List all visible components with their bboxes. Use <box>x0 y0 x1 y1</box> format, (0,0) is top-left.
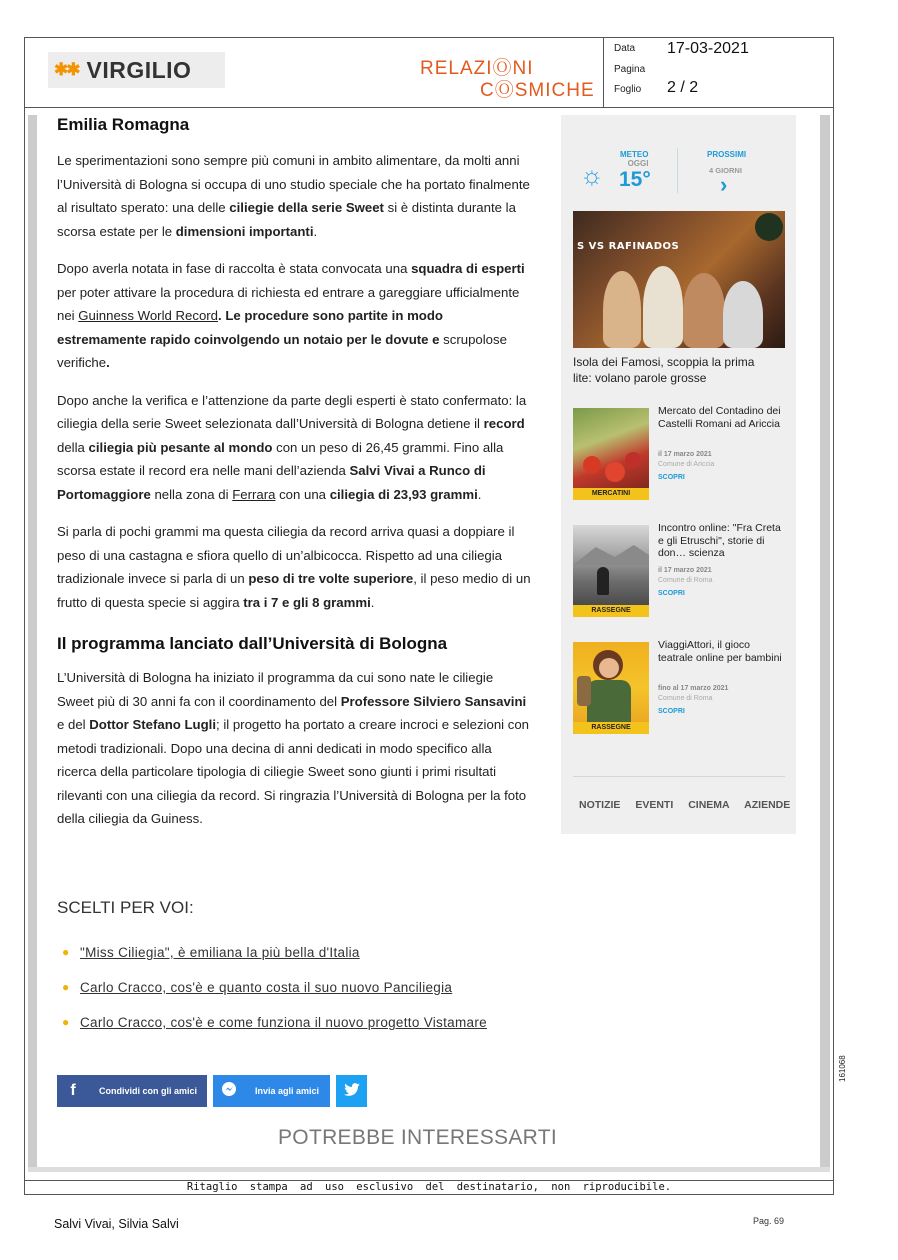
right-scroll-bar <box>820 115 830 1167</box>
tree-shape <box>755 213 783 241</box>
event-scopri-link[interactable]: SCOPRI <box>658 708 685 715</box>
facebook-share-button[interactable] <box>57 1075 207 1107</box>
paragraph-5: L’Università di Bologna ha iniziato il programma da cui sono nate le ciliegie Sweet più di 30 anni fa con il coordinamento del Professore Silviero Sansavini e del Dottor Stefano Lugli; il progetto ha portato a creare incroci e selezioni con metodi tradizionali. Dopo una decina di anni dedicati in modo specifico alla ricerca della particolare tipologia di ciliegie Sweet sono giunti i primi risultati rilevanti con una ciliegia da record. Si ringrazia l’Università di Bologna per la foto della ciliegia da Guiness. <box>57 670 530 826</box>
nav-cinema[interactable]: CINEMA <box>688 799 730 811</box>
twitter-share-button[interactable] <box>336 1075 367 1107</box>
event-tag: RASSEGNE <box>573 722 649 734</box>
brand-line2: CⓄSMICHE <box>480 80 595 101</box>
giorni-label: 4 GIORNI <box>709 166 742 175</box>
bullet-icon: ● <box>62 945 70 959</box>
link-vistamare[interactable]: ● Carlo Cracco, cos'è e come funziona il nuovo progetto Vistamare <box>62 1010 502 1035</box>
logo-text: VIRGILIO <box>86 56 192 83</box>
event-date: il 17 marzo 2021 <box>658 451 712 458</box>
link-panciliegia[interactable]: ● Carlo Cracco, cos'è e quanto costa il suo nuovo Panciliegia <box>62 975 502 1000</box>
paragraph-3: Dopo anche la verifica e l’attenzione da parte degli esperti è stato confermato: la ciliegia della serie Sweet selezionata dall’Università di Bologna detiene il record della ciliegia più pesante al mondo con un peso di 26,45 grammi. Fino alla scorsa estate il record era nelle mani dell’azienda Salvi Vivai a Runco di Portomaggiore nella zona di Ferrara con una ciliegia di 23,93 grammi. <box>57 392 527 502</box>
sidebar-divider <box>573 776 785 777</box>
event-title: Incontro online: "Fra Creta e gli Etruschi", storie di don… scienza <box>658 522 781 559</box>
pagina-label: Pagina <box>614 64 646 75</box>
left-scroll-bar <box>28 115 37 1167</box>
facebook-share-label: Condividi con gli amici <box>99 1086 198 1096</box>
twitter-icon <box>344 1083 360 1099</box>
event-scopri-link[interactable]: SCOPRI <box>658 474 685 481</box>
potrebbe-interessarti: POTREBBE INTERESSARTI <box>278 1126 557 1149</box>
person-figure <box>683 273 725 348</box>
virgilio-logo <box>48 52 225 88</box>
paragraph-1: Le sperimentazioni sono sempre più comuni in ambito alimentare, da molti anni l’Università di Bologna si occupa di uno studio speciale che ha portato finalmente al risultato sperato: una delle ciliegie della serie Sweet si è distinta durante la scorsa estate per le dimensioni importanti. <box>57 153 530 239</box>
person-figure <box>603 271 641 348</box>
meta-box <box>603 37 835 108</box>
logo-dots-icon: ✱✱ <box>54 60 79 79</box>
event-comune: Comune di Roma <box>658 577 713 584</box>
nav-eventi[interactable]: EVENTI <box>635 799 674 811</box>
client-name: Salvi Vivai, Silvia Salvi <box>54 1217 179 1231</box>
isola-caption[interactable]: Isola dei Famosi, scoppia la prima lite: volano parole grosse <box>573 355 755 385</box>
brand-line1: RELAZIⓄNI <box>420 58 534 79</box>
event-comune: Comune di Roma <box>658 695 713 702</box>
event-scopri-link[interactable]: SCOPRI <box>658 590 685 597</box>
chevron-right-icon[interactable]: › <box>720 172 728 197</box>
bottom-bar <box>28 1167 830 1172</box>
data-label: Data <box>614 43 636 54</box>
event-tag: MERCATINI <box>573 488 649 500</box>
paragraph-4: Si parla di pochi grammi ma questa ciliegia da record arriva quasi a doppiare il peso di una castagna e sfiora quello di un’albicocca. Rispetto ad una ciliegia tradizionale invece si parla di un peso di tre volte superiore, il peso medio di un frutto di questa specie si aggira tra i 7 e gli 8 grammi. <box>57 524 531 610</box>
sun-icon: ☼ <box>580 160 604 190</box>
nav-notizie[interactable]: NOTIZIE <box>579 799 621 811</box>
ritaglio-notice: Ritaglio stampa ad uso esclusivo del destinatario, non riproducibile. <box>186 1181 672 1193</box>
event-date: il 17 marzo 2021 <box>658 567 712 574</box>
event-title: ViaggiAttori, il gioco teatrale online per bambini <box>658 639 782 664</box>
messenger-share-button[interactable] <box>213 1075 330 1107</box>
heading-emilia: Emilia Romagna <box>57 115 190 134</box>
sidebar-nav <box>579 799 800 811</box>
event-image <box>573 525 649 617</box>
event-card-viaggiattori[interactable] <box>573 639 785 734</box>
nav-aziende[interactable]: AZIENDE <box>744 799 791 811</box>
page-number: Pag. 69 <box>753 1216 785 1226</box>
scelti-links <box>62 940 502 1045</box>
temperature: 15° <box>619 168 651 191</box>
event-title: Mercato del Contadino dei Castelli Romani ad Ariccia <box>658 405 781 430</box>
event-card-mercato[interactable] <box>573 405 785 500</box>
event-comune: Comune di Ariccia <box>658 461 715 468</box>
scelti-title: SCELTI PER VOI: <box>57 898 194 917</box>
event-image <box>573 408 649 500</box>
link-miss-ciliegia[interactable]: ● "Miss Ciliegia", è emiliana la più bella d'Italia <box>62 940 502 965</box>
bullet-icon: ● <box>62 1015 70 1029</box>
relazioni-cosmiche-logo <box>420 58 595 102</box>
prossimi-label: PROSSIMI <box>707 150 747 159</box>
ferrara-link[interactable]: Ferrara <box>232 486 276 502</box>
paragraph-2: Dopo averla notata in fase di raccolta è stata convocata una squadra di esperti per poter attivare la procedura di richiesta ed entrare a gareggiare ufficialmente nei Guinness World Record. Le procedure sono partite in modo estremamente rapido coinvolgendo un notaio per le dovute e scrupolose verifiche. <box>57 261 525 370</box>
foglio-value: 2 / 2 <box>667 79 699 96</box>
person-figure <box>643 266 683 348</box>
oggi-label: OGGI <box>627 159 649 168</box>
foglio-label: Foglio <box>614 84 642 95</box>
meteo-divider <box>677 148 678 193</box>
isola-image[interactable] <box>573 211 785 348</box>
facebook-icon: f <box>70 1082 76 1099</box>
event-card-creta[interactable] <box>573 522 785 617</box>
event-tag: RASSEGNE <box>573 605 649 617</box>
event-date: fino al 17 marzo 2021 <box>658 685 729 692</box>
guinness-link[interactable]: Guinness World Record <box>78 308 219 323</box>
bullet-icon: ● <box>62 980 70 994</box>
messenger-icon <box>213 1081 245 1102</box>
meteo-widget[interactable] <box>620 150 648 168</box>
person-figure <box>723 281 763 348</box>
messenger-share-label: Invia agli amici <box>255 1086 320 1096</box>
article <box>57 115 532 845</box>
event-image <box>573 642 649 734</box>
heading-programma: Il programma lanciato dall’Università di Bologna <box>57 634 448 653</box>
data-value: 17-03-2021 <box>667 40 749 57</box>
isola-tag: S VS RAFINADOS <box>577 241 680 252</box>
clipping-code: 161068 <box>838 1055 847 1082</box>
meteo-label: METEO <box>620 150 649 159</box>
